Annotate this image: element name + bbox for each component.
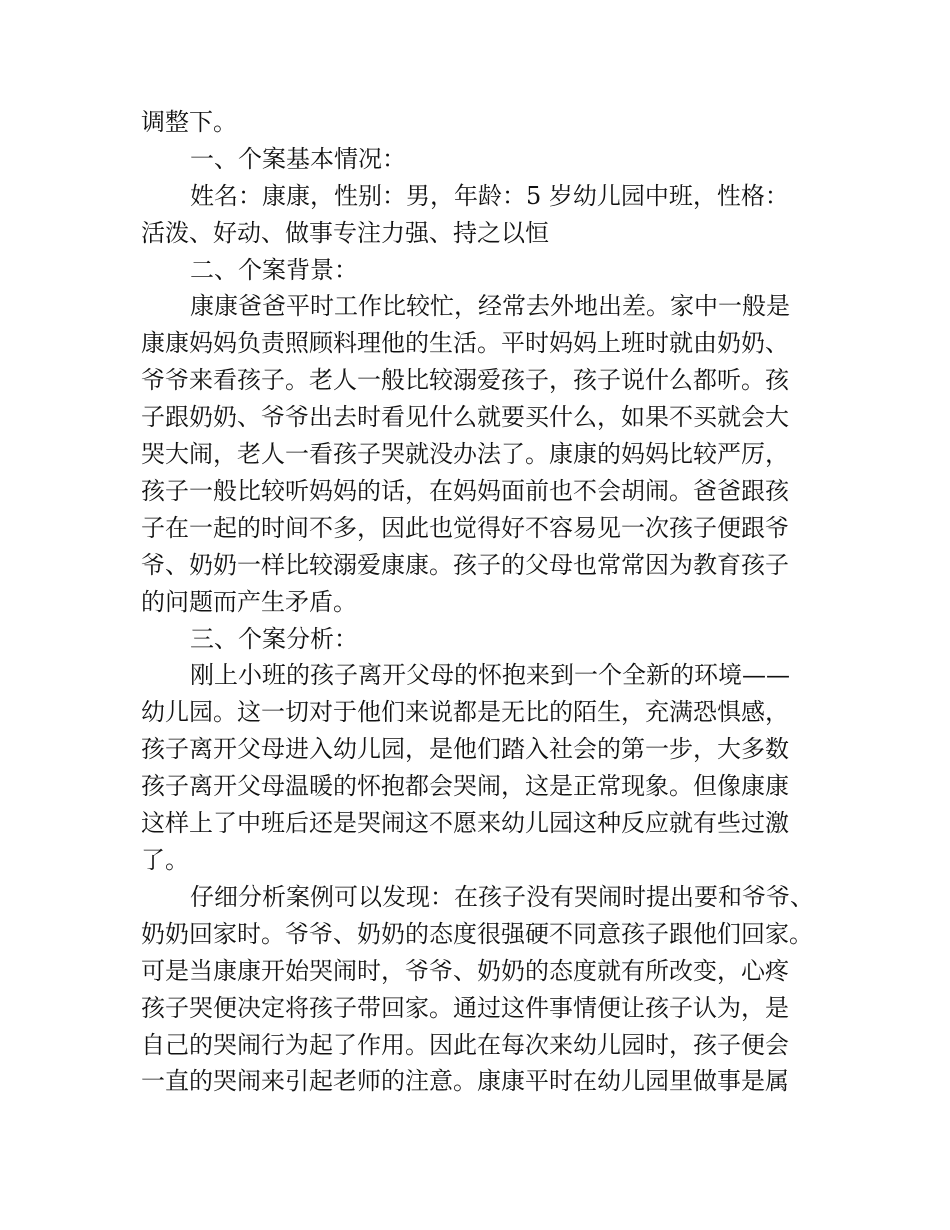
- text-line: 一直的哭闹来引起老师的注意。康康平时在幼儿园里做事是属: [141, 1067, 789, 1095]
- text-line: 子跟奶奶、爷爷出去时看见什么就要买什么，如果不买就会大: [141, 403, 789, 431]
- text-line: 孩子离开父母温暖的怀抱都会哭闹，这是正常现象。但像康康: [141, 772, 789, 800]
- text-line: 可是当康康开始哭闹时，爷爷、奶奶的态度就有所改变，心疼: [141, 957, 789, 985]
- text-line: 康康爸爸平时工作比较忙，经常去外地出差。家中一般是: [190, 292, 790, 320]
- text-line: 自己的哭闹行为起了作用。因此在每次来幼儿园时，孩子便会: [141, 1031, 789, 1059]
- text-line: 调整下。: [141, 108, 237, 136]
- text-line: 仔细分析案例可以发现：在孩子没有哭闹时提出要和爷爷、: [190, 883, 814, 911]
- text-line: 爷、奶奶一样比较溺爱康康。孩子的父母也常常因为教育孩子: [141, 551, 789, 579]
- text-line: 奶奶回家时。爷爷、奶奶的态度很强硬不同意孩子跟他们回家。: [141, 920, 813, 948]
- section-heading-basic-info: 一、个案基本情况：: [190, 145, 406, 173]
- text-line: 康康妈妈负责照顾料理他的生活。平时妈妈上班时就由奶奶、: [141, 329, 789, 357]
- text-line: 姓名：康康，性别：男，年龄：5 岁幼儿园中班，性格：: [190, 182, 789, 210]
- text-line: 子在一起的时间不多，因此也觉得好不容易见一次孩子便跟爷: [141, 514, 789, 542]
- text-line: 这样上了中班后还是哭闹这不愿来幼儿园这种反应就有些过激: [141, 809, 789, 837]
- text-line: 活泼、好动、做事专注力强、持之以恒: [141, 219, 549, 247]
- section-heading-background: 二、个案背景：: [190, 256, 358, 284]
- text-line: 孩子一般比较听妈妈的话，在妈妈面前也不会胡闹。爸爸跟孩: [141, 477, 789, 505]
- text-line: 幼儿园。这一切对于他们来说都是无比的陌生，充满恐惧感，: [141, 698, 789, 726]
- text-line: 孩子离开父母进入幼儿园，是他们踏入社会的第一步，大多数: [141, 735, 789, 763]
- text-line: 了。: [141, 846, 189, 874]
- text-line: 爷爷来看孩子。老人一般比较溺爱孩子，孩子说什么都听。孩: [141, 366, 789, 394]
- text-line: 的问题而产生矛盾。: [141, 588, 357, 616]
- text-line: 哭大闹，老人一看孩子哭就没办法了。康康的妈妈比较严厉，: [141, 440, 789, 468]
- text-line: 孩子哭便决定将孩子带回家。通过这件事情便让孩子认为，是: [141, 994, 789, 1022]
- section-heading-analysis: 三、个案分析：: [190, 625, 358, 653]
- text-line: 刚上小班的孩子离开父母的怀抱来到一个全新的环境——: [190, 661, 790, 689]
